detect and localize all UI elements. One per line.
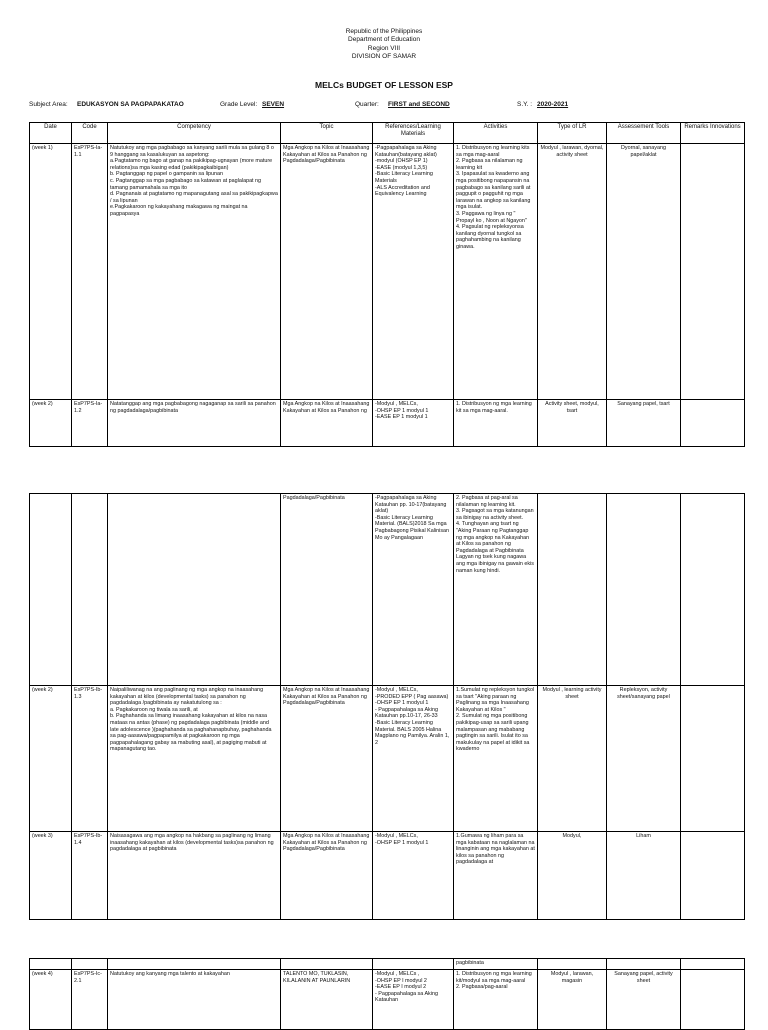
subject-area-value: EDUKASYON SA PAGPAPAKATAO: [77, 101, 184, 108]
grade-level-value: SEVEN: [262, 101, 285, 108]
header-line-division: DIVISION OF SAMAR: [351, 52, 417, 60]
header-block: [0, 28, 768, 61]
cell-type-of-lr: [538, 959, 607, 970]
document-title: MELCs BUDGET OF LESSON ESP: [315, 80, 453, 90]
cell-assessment-tools: Dyornal, sanayang papel/aklat: [607, 144, 681, 400]
school-year-value-wrap: [537, 101, 568, 108]
cell-code: EsP7PS-Ib-1.4: [72, 832, 108, 920]
column-header-topic: Topic: [281, 123, 373, 144]
cell-assessment-tools: Repleksyon, activity sheet/sanayang papel: [607, 686, 681, 832]
table-row: [30, 970, 745, 1030]
cell-activities: pagbibinata: [454, 959, 538, 970]
table-header-row: [30, 123, 745, 144]
grade-level-label: Grade Level:: [220, 101, 258, 108]
quarter-label: Quarter:: [355, 101, 379, 108]
header-line-department: Department of Education: [348, 36, 420, 44]
column-header-competency: Competency: [108, 123, 281, 144]
cell-topic: TALENTO MO, TUKLASIN, KILALANIN AT PAUNLARIN: [281, 970, 373, 1030]
cell-date: (week 4): [30, 970, 72, 1030]
cell-date: [30, 959, 72, 970]
cell-topic: Mga Angkop na Kilos at Inaasahang Kakayahan at Kilos sa Panahon ng Pagdadalaga/Pagbibinata: [281, 144, 373, 400]
cell-remarks: [681, 400, 745, 447]
cell-date: [30, 494, 72, 686]
cell-date: (week 1): [30, 144, 72, 400]
quarter-value: FIRST and SECOND: [388, 101, 450, 108]
cell-topic: [281, 959, 373, 970]
cell-references: -Modyul , MELCs, -OHSP EP 1 modyul 1 -EASE EP 1 modyul 1: [373, 400, 454, 447]
cell-activities: 1.Sumulat ng repleksyon tungkol sa tsart "Aking paraan ng Paglinang sa mga Inaasahang Kakayahan at Kilos " 2. Sumulat ng mga positibong pakikipag-usap sa sarili upang malampasan ang mababang pagtingin sa sarili. Isulat ito sa makukulay na papel at idikit sa kwaderno: [454, 686, 538, 832]
cell-remarks: [681, 686, 745, 832]
cell-references: -Modyul , MELCs , -OHSP EP I modyul 2 -EASE EP I modyul 2 - Pagpapahalaga sa Aking Katauhan: [373, 970, 454, 1030]
cell-competency: Naipaliliwanag na ang paglinang ng mga angkop na inaasahang kakayahan at kilos (developmental tasks) sa panahon ng pagdadalaga /pagbibinata ay nakatutulong sa : a. Pagkakaroon ng tiwala sa sarili, at b. Paghahanda sa limang inaasahang kakayahan at kilos na nasa mataas na antas (phase) ng pagdadalaga pagbibinata (middle and late adolescence )(paghahanda sa paghahanapbuhay, paghahanda sa pag-aasawa/pagpapamilya at pagkakaroon ng mga pagpapahalagang gabay sa mabuting asal), at pagiging mabuti at mapanagutang tao.: [108, 686, 281, 832]
cell-activities: 2. Pagbasa at pag-aral sa nilalaman ng learning kit. 3. Pagsagot sa mga katanungan sa ibinigay na activity sheet. 4. Tunghayan ang tsart ng "Aking Paraan ng Pagtanggap ng mga angkop na Kakayahan at Kilos sa panahon ng Pagdadalaga at Pagbibinata Lagyan ng tsek kung nagawa ang mga ibinigay na gawain ekis naman kung hindi.: [454, 494, 538, 686]
school-year-label: S.Y. :: [517, 101, 533, 108]
table-row: [30, 832, 745, 920]
cell-date: (week 2): [30, 400, 72, 447]
cell-date: (week 2): [30, 686, 72, 832]
cell-activities: 1. Distribusyon ng mga learning kit sa mga mag-aaral.: [454, 400, 538, 447]
lesson-table-page-1: [29, 122, 745, 447]
column-header-activities: Activities: [454, 123, 538, 144]
column-header-type-of-lr: Type of LR: [538, 123, 607, 144]
cell-type-of-lr: Modyul , larawan, magasin: [538, 970, 607, 1030]
grade-level-value-wrap: [262, 101, 284, 108]
cell-code: EsP7PS-Ib-1.3: [72, 686, 108, 832]
cell-remarks: [681, 959, 745, 970]
cell-competency: [108, 959, 281, 970]
lesson-table-page-3: [29, 958, 745, 1030]
cell-type-of-lr: Modyul , learning activity sheet: [538, 686, 607, 832]
cell-activities: 1. Distribusyon ng learning kits sa mga mag-aaral 2. Pagbasa sa nilalaman ng learning kit 3. Ipapasulat sa kwaderno ang mga positibong napapansin na pagbabago sa kanilang sarili at paggupit o pagguhit ng mga larawan na angkop sa kanilang mga isulat. 3. Paggawa ng linya ng " Propayl ko , Noon at Ngayon" 4. Pagsulat ng repleksyonsa kanilang dyornal tungkol sa paghahambing na kanilang ginawa.: [454, 144, 538, 400]
cell-code: [72, 494, 108, 686]
table-row: [30, 494, 745, 686]
cell-remarks: [681, 832, 745, 920]
cell-code: EsP7PS-Ia-1.2: [72, 400, 108, 447]
cell-competency: [108, 494, 281, 686]
table-row: [30, 144, 745, 400]
column-header-references: References/Learning Materials: [373, 123, 454, 144]
cell-competency: Natutukoy ang kanyang mga talento at kakayahan: [108, 970, 281, 1030]
cell-competency: Natutukoy ang mga pagbabago sa kanyang sarili mula sa gulang 8 o 9 hanggang sa kasalukuyan sa aspetong: a.Pagtatamo ng bago at ganap na pakikipag-ugnayan (more mature relations)sa mga kasing edad (pakikipagkaibigan) b. Pagtanggap ng papel o gampanin sa lipunan c. Pagtanggap sa mga pagbabago sa katawan at paglalapat ng tamang pamamahala sa mga ito d. Pagnanais at pagtatamo ng mapanagutang asal sa pakikipagkapwa / sa lipunan e.Pagkakaroon ng kakayahang makagawa ng maingat na pagpapasya: [108, 144, 281, 400]
cell-competency: Naisasagawa ang mga angkop na hakbang sa paglinang ng limang inaasahang kakayahan at kilos (developmental tasks)sa panahon ng pagdadalaga at pagbibinata: [108, 832, 281, 920]
cell-type-of-lr: [538, 494, 607, 686]
cell-remarks: [681, 144, 745, 400]
cell-references: [373, 959, 454, 970]
cell-competency: Natatanggap ang mga pagbabagong nagaganap sa sarili sa panahon ng pagdadalaga/pagbibinata: [108, 400, 281, 447]
cell-activities: 1.Gumawa ng liham para sa mga kabataan na naglalaman na linanginin ang mga kakayahan at kilos sa panahon ng pagdadalaga at: [454, 832, 538, 920]
cell-topic: Pagdadalaga/Pagbibinata: [281, 494, 373, 686]
cell-remarks: [681, 970, 745, 1030]
cell-code: [72, 959, 108, 970]
cell-code: EsP7PS-Ia-1.1: [72, 144, 108, 400]
table-row: [30, 400, 745, 447]
cell-remarks: [681, 494, 745, 686]
table-row: [30, 959, 745, 970]
cell-assessment-tools: Liham: [607, 832, 681, 920]
subject-area-label: Subject Area:: [29, 101, 68, 108]
cell-type-of-lr: Modyul,: [538, 832, 607, 920]
cell-topic: Mga Angkop na Kilos at Inaasahang Kakayahan at Kilos sa Panahon ng: [281, 400, 373, 447]
cell-type-of-lr: Modyul , larawan, dyornal, activity sheet: [538, 144, 607, 400]
cell-type-of-lr: Activity sheet, modyul, tsart: [538, 400, 607, 447]
cell-assessment-tools: Sanayang papel, activity sheet: [607, 970, 681, 1030]
header-line-region: Region VIII: [367, 44, 401, 52]
cell-code: EsP7PS-Ic-2.1: [72, 970, 108, 1030]
column-header-code: Code: [72, 123, 108, 144]
lesson-table-page-2: [29, 493, 745, 920]
column-header-remarks: Remarks Innovations: [681, 123, 745, 144]
header-line-republic: Republic of the Philippines: [345, 28, 423, 35]
cell-references: -Modyul , MELCs, -PRODED EPP ( Pag aasawa) -OHSP EP 1 modyul 1 - Pagpapahalaga sa Aking Katauhan pp.10-17, 26-33 -Basic Literacy Learning Material. BALS 2005 Halina Magplano ng Pamilya. Aralin 1, 2: [373, 686, 454, 832]
cell-activities: 1. Distribusyon ng mga learning kit/modyul sa mga mag-aaral 2. Pagbasa/pag-aaral: [454, 970, 538, 1030]
cell-date: (week 3): [30, 832, 72, 920]
cell-references: -Pagpapahalaga sa Aking Katauhan(batayang aklat) -modyul (OHSP EP 1) -EASE (modyul 1,3,5) -Basic Literacy Learning Materials -ALS Accreditation and Equivalency Learning: [373, 144, 454, 400]
cell-assessment-tools: [607, 959, 681, 970]
cell-topic: Mga Angkop na Kilos at Inaasahang Kakayahan at Kilos sa Panahon ng Pagdadalaga/Pagbibinata: [281, 686, 373, 832]
column-header-date: Date: [30, 123, 72, 144]
cell-references: -Modyul , MELCs, -OHSP EP 1 modyul 1: [373, 832, 454, 920]
table-row: [30, 686, 745, 832]
school-year-value: 2020-2021: [537, 101, 569, 108]
cell-references: -Pagpapahalaga sa Aking Katauhan pp. 10-17(batayang aklat) -Basic Literacy Learning Material. (BALS)2018 Sa mga Pagbabagong Pisikal Kalinisan Mo ay Pangalagaan: [373, 494, 454, 686]
cell-assessment-tools: [607, 494, 681, 686]
column-header-assessment-tools: Assessement Tools: [607, 123, 681, 144]
cell-assessment-tools: Sanayang papel, tsart: [607, 400, 681, 447]
quarter-value-wrap: [388, 101, 450, 108]
cell-topic: Mga Angkop na Kilos at Inaasahang Kakayahan at Kilos sa Panahon ng Pagdadalaga/Pagbibinata: [281, 832, 373, 920]
